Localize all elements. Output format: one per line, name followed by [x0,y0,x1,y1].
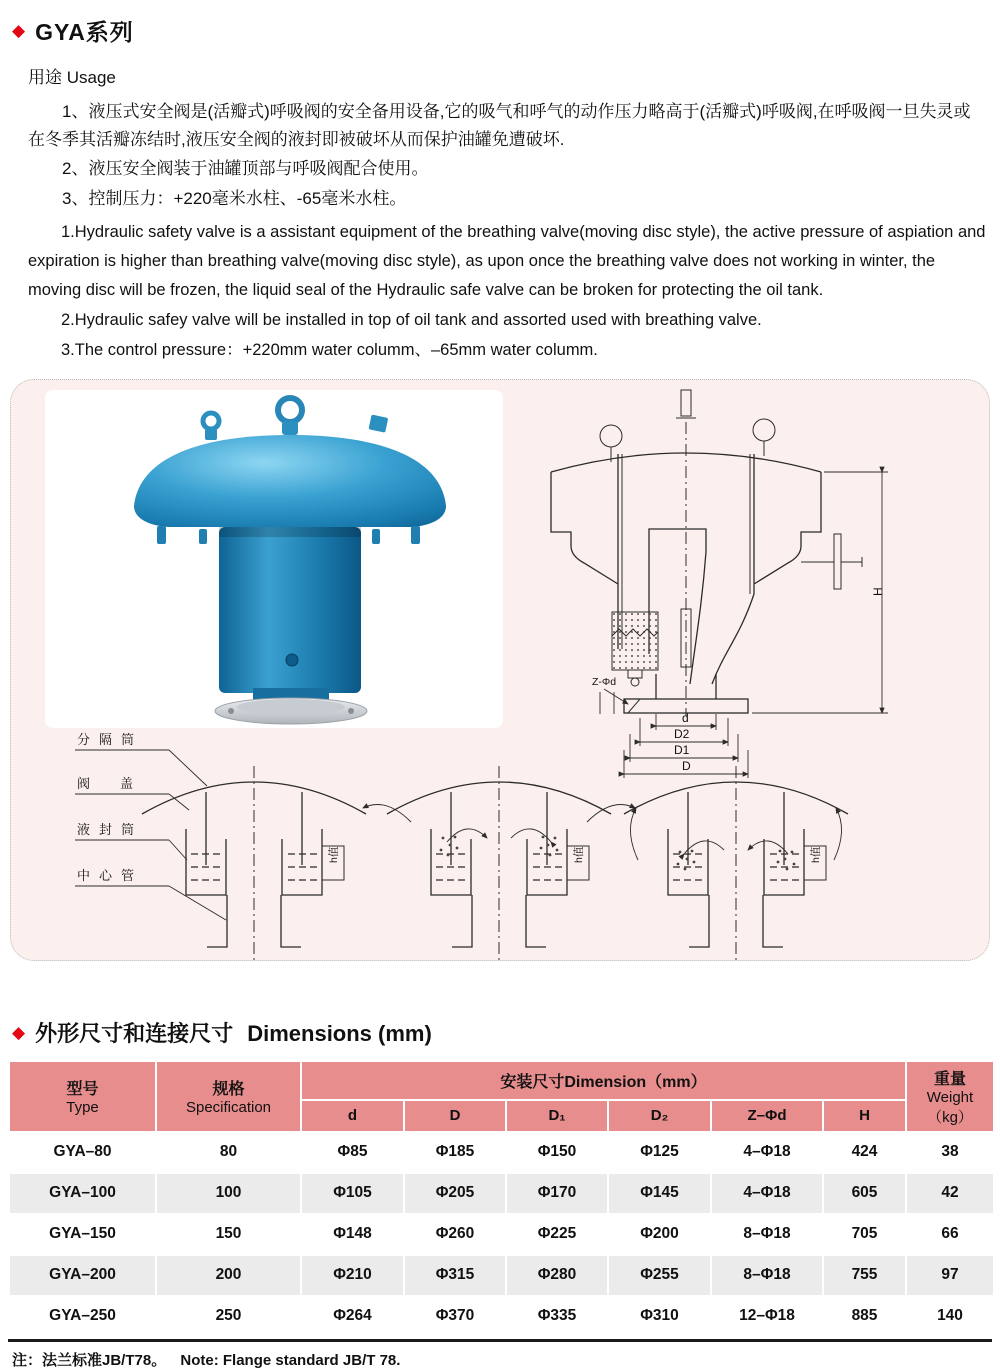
cell-D2: Φ145 [609,1174,710,1213]
cell-D1: Φ150 [537,1143,577,1160]
page-title-row [0,0,1000,47]
cell-spec: 150 [215,1225,242,1242]
col-spec-cn: 规格 [212,1081,245,1098]
cell-H: 705 [851,1225,878,1242]
cell-weight: 66 [941,1225,959,1242]
cell-weight: 38 [941,1143,959,1160]
eye-bolt-left [600,425,622,462]
cell-zd: 4–Φ18 [743,1143,791,1160]
drain-plug [286,654,298,666]
cell-d: Φ85 [337,1143,368,1160]
footnote [12,1349,1000,1370]
cell-D: Φ315 [405,1256,505,1295]
col-header-type [10,1062,155,1131]
cell-type: GYA–250 [49,1307,116,1324]
cell-D: Φ260 [435,1225,475,1242]
cell-D2: Φ200 [640,1225,679,1242]
dim-label-D1: D1 [674,742,690,757]
table-row [10,1297,993,1336]
cell-D1: Φ280 [507,1256,607,1295]
table-row [10,1174,993,1213]
spec-table-wrap [8,1060,992,1342]
table-row [10,1256,993,1295]
valve-photo [39,388,509,730]
page-title: GYA系列 [35,19,134,45]
cell-D2: Φ310 [640,1307,679,1324]
col-type-cn: 型号 [66,1081,99,1098]
dim-label-H: H [871,586,885,596]
col-header-install [302,1062,905,1099]
col-spec-en: Specification [185,1099,272,1116]
dim-label-D2: D2 [674,726,690,741]
label-valve-cover: 阀盖 [77,775,164,791]
cell-H: 605 [824,1174,905,1213]
cn-paragraph-1: 1、液压式安全阀是(活瓣式)呼吸阀的安全备用设备,它的吸气和呼气的动作压力略高于(活瓣式)呼吸阀,在呼吸阀一旦失灵或在冬季其活瓣冻结时,液压安全阀的液封即被破坏从而保护油罐免遭破坏. [28,102,971,149]
cell-weight: 140 [937,1307,963,1324]
cell-D2: Φ125 [640,1143,679,1160]
cell-D1: Φ170 [507,1174,607,1213]
cell-D: Φ205 [405,1174,505,1213]
col-weight-unit: （kg） [927,1108,973,1126]
cell-type: GYA–100 [10,1174,155,1213]
chinese-paragraphs [0,98,1000,212]
col-type-en: Type [66,1099,99,1116]
sub-col-D: D [449,1107,461,1125]
cell-weight: 97 [907,1256,993,1295]
col-weight-cn: 重量 [933,1070,966,1088]
cell-spec: 200 [157,1256,300,1295]
cell-D1: Φ225 [537,1225,577,1242]
sub-col-zd: Z–Φd [747,1107,787,1125]
cell-d: Φ264 [333,1307,372,1324]
label-center-tube: 中心管 [77,867,144,883]
dim-label-zd: Z-Φd [592,675,617,688]
cell-D: Φ370 [435,1307,475,1324]
cn-paragraph-3: 3、控制压力：+220毫米水柱、-65毫米水柱。 [62,188,407,208]
cell-type: GYA–80 [53,1143,112,1160]
h-value-tag-1: h值 [328,846,340,863]
cell-D: Φ185 [435,1143,475,1160]
cell-d: Φ105 [302,1174,403,1213]
cell-H: 424 [851,1143,878,1160]
en-paragraph-2: 2.Hydraulic safey valve will be installed in top of oil tank and assorted used with breathing valve. [61,310,762,329]
h-value-tag-2: h值 [573,846,585,863]
english-paragraphs [0,218,1000,364]
cell-type: GYA–200 [10,1256,155,1295]
cell-D2: Φ255 [609,1256,710,1295]
sub-col-d: d [347,1107,358,1125]
dim-label-d: d [682,710,689,725]
cn-paragraph-2: 2、液压安全阀装于油罐顶部与呼吸阀配合使用。 [62,159,429,179]
cell-zd: 8–Φ18 [712,1256,822,1295]
h-value-tag-3: h值 [810,846,822,863]
col-install-label: 安装尺寸Dimension（mm） [500,1073,707,1091]
diamond-icon: ◆ [12,21,26,40]
cell-spec: 80 [219,1143,238,1160]
cell-d: Φ148 [333,1225,372,1242]
spec-table [8,1060,995,1338]
dimensions-title-row [12,1017,1000,1048]
cell-d: Φ210 [302,1256,403,1295]
cell-H: 885 [851,1307,878,1324]
col-header-weight [907,1062,993,1131]
cell-zd: 8–Φ18 [743,1225,791,1242]
diamond-icon: ◆ [12,1022,26,1042]
schematic-exhale [363,766,635,960]
en-paragraph-3: 3.The control pressure：+220mm water columm、–65mm water columm. [61,340,598,359]
cross-section-drawing [516,384,946,784]
cell-zd: 4–Φ18 [712,1174,822,1213]
table-row [10,1215,993,1254]
sub-col-H: H [859,1107,870,1125]
footnote-cn: 注：法兰标准JB/T78。 [12,1351,167,1369]
en-paragraph-1: 1.Hydraulic safety valve is a assistant equipment of the breathing valve(moving disc style), the active pressure of aspiation and expiration is higher than breathing valve(moving disc style), as upon once the breathing valve does not working in winter, the moving disc will be frozen, the liquid seal of the Hydraulic safe valve can be broken for protecting the oil tank. [28,223,986,299]
cell-spec: 250 [215,1307,242,1324]
label-liquid-seal-cylinder: 液封筒 [77,821,144,837]
table-row [10,1133,993,1172]
label-separator-cylinder: 分隔筒 [77,731,144,747]
cell-zd: 12–Φ18 [739,1307,795,1324]
liquid-seal-hatch [612,612,658,670]
eye-bolt-right [753,419,775,456]
sub-col-D2: D₂ [650,1107,669,1125]
cell-H: 755 [824,1256,905,1295]
usage-label: 用途 Usage [28,68,116,87]
illustration-panel [10,379,990,961]
dim-label-D: D [682,758,691,773]
col-weight-en: Weight [926,1088,974,1106]
col-header-spec [157,1062,300,1131]
dimensions-title-cn: 外形尺寸和连接尺寸 [35,1020,234,1046]
cell-weight: 42 [907,1174,993,1213]
footnote-en: Note: Flange standard JB/T 78. [180,1351,401,1369]
valve-body [219,527,361,693]
table-body [10,1133,993,1336]
principle-schematics [17,728,977,954]
cell-D1: Φ335 [537,1307,577,1324]
sub-col-D1: D₁ [548,1107,566,1125]
cell-spec: 100 [157,1174,300,1213]
dimensions-title-en: Dimensions (mm) [247,1020,432,1046]
cell-type: GYA–150 [49,1225,116,1242]
part-labels [75,732,226,920]
